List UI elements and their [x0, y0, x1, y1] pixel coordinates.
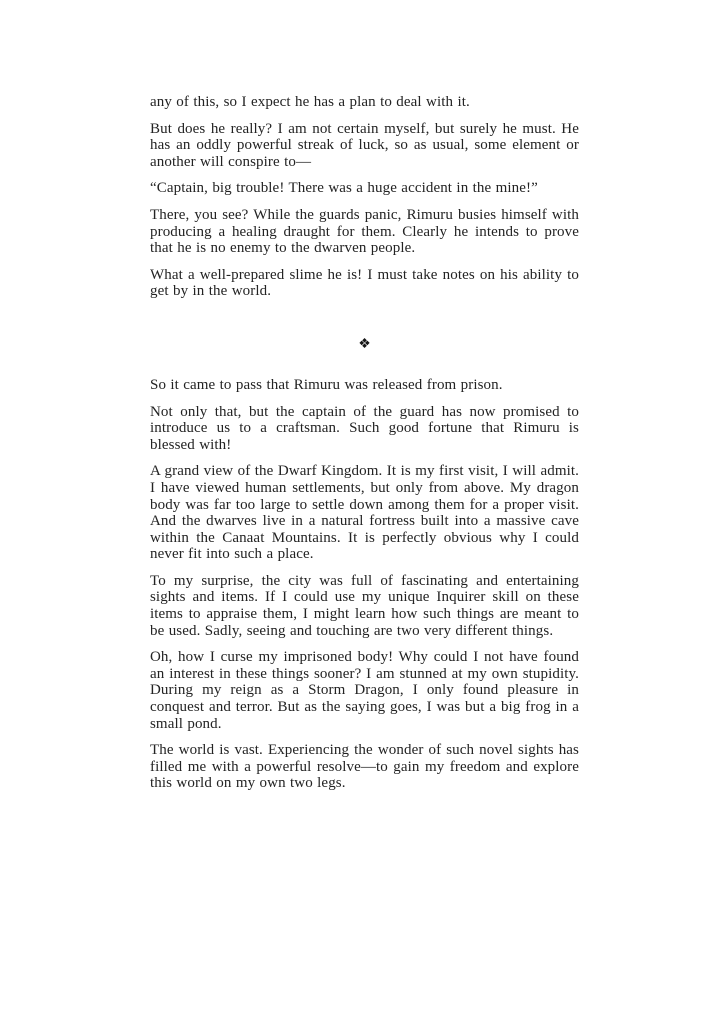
paragraph: But does he really? I am not certain myself, but surely he must. He has an oddly powerful streak of luck, so as usual, some element or another will conspire to— — [150, 120, 579, 170]
paragraph: Oh, how I curse my imprisoned body! Why could I not have found an interest in these things sooner? I am stunned at my own stupidity. During my reign as a Storm Dragon, I only found pleasure in conquest and terror. But as the saying goes, I was but a big frog in a small pond. — [150, 649, 579, 732]
paragraph-dialogue: “Captain, big trouble! There was a huge accident in the mine!” — [150, 180, 538, 197]
paragraph: There, you see? While the guards panic, Rimuru busies himself with producing a healing draught for them. Clearly he intends to prove that he is no enemy to the dwarven people. — [150, 206, 579, 257]
diamond-ornament-icon: ❖ — [358, 336, 371, 352]
page-text-column — [150, 94, 579, 792]
section-divider — [150, 336, 579, 353]
paragraph: Not only that, but the captain of the guard has now promised to introduce us to a craftsman. Such good fortune that Rimuru is blessed with! — [150, 403, 579, 453]
paragraph: So it came to pass that Rimuru was released from prison. — [150, 376, 503, 393]
paragraph: any of this, so I expect he has a plan to deal with it. — [150, 94, 470, 110]
paragraph: To my surprise, the city was full of fascinating and entertaining sights and items. If I could use my unique Inquirer skill on these items to appraise them, I might learn how such things are meant to be used. Sadly, seeing and touching are two very different things. — [150, 572, 579, 639]
paragraph: What a well-prepared slime he is! I must take notes on his ability to get by in the world. — [150, 266, 579, 300]
paragraph: The world is vast. Experiencing the wonder of such novel sights has filled me with a powerful resolve—to gain my freedom and explore this world on my own two legs. — [150, 742, 579, 792]
paragraph: A grand view of the Dwarf Kingdom. It is my first visit, I will admit. I have viewed human settlements, but only from above. My dragon body was far too large to settle down among them for a proper visit. And the dwarves live in a natural fortress built into a massive cave within the Canaat Mountains. It is perfectly obvious why I could never fit into such a place. — [150, 463, 579, 563]
